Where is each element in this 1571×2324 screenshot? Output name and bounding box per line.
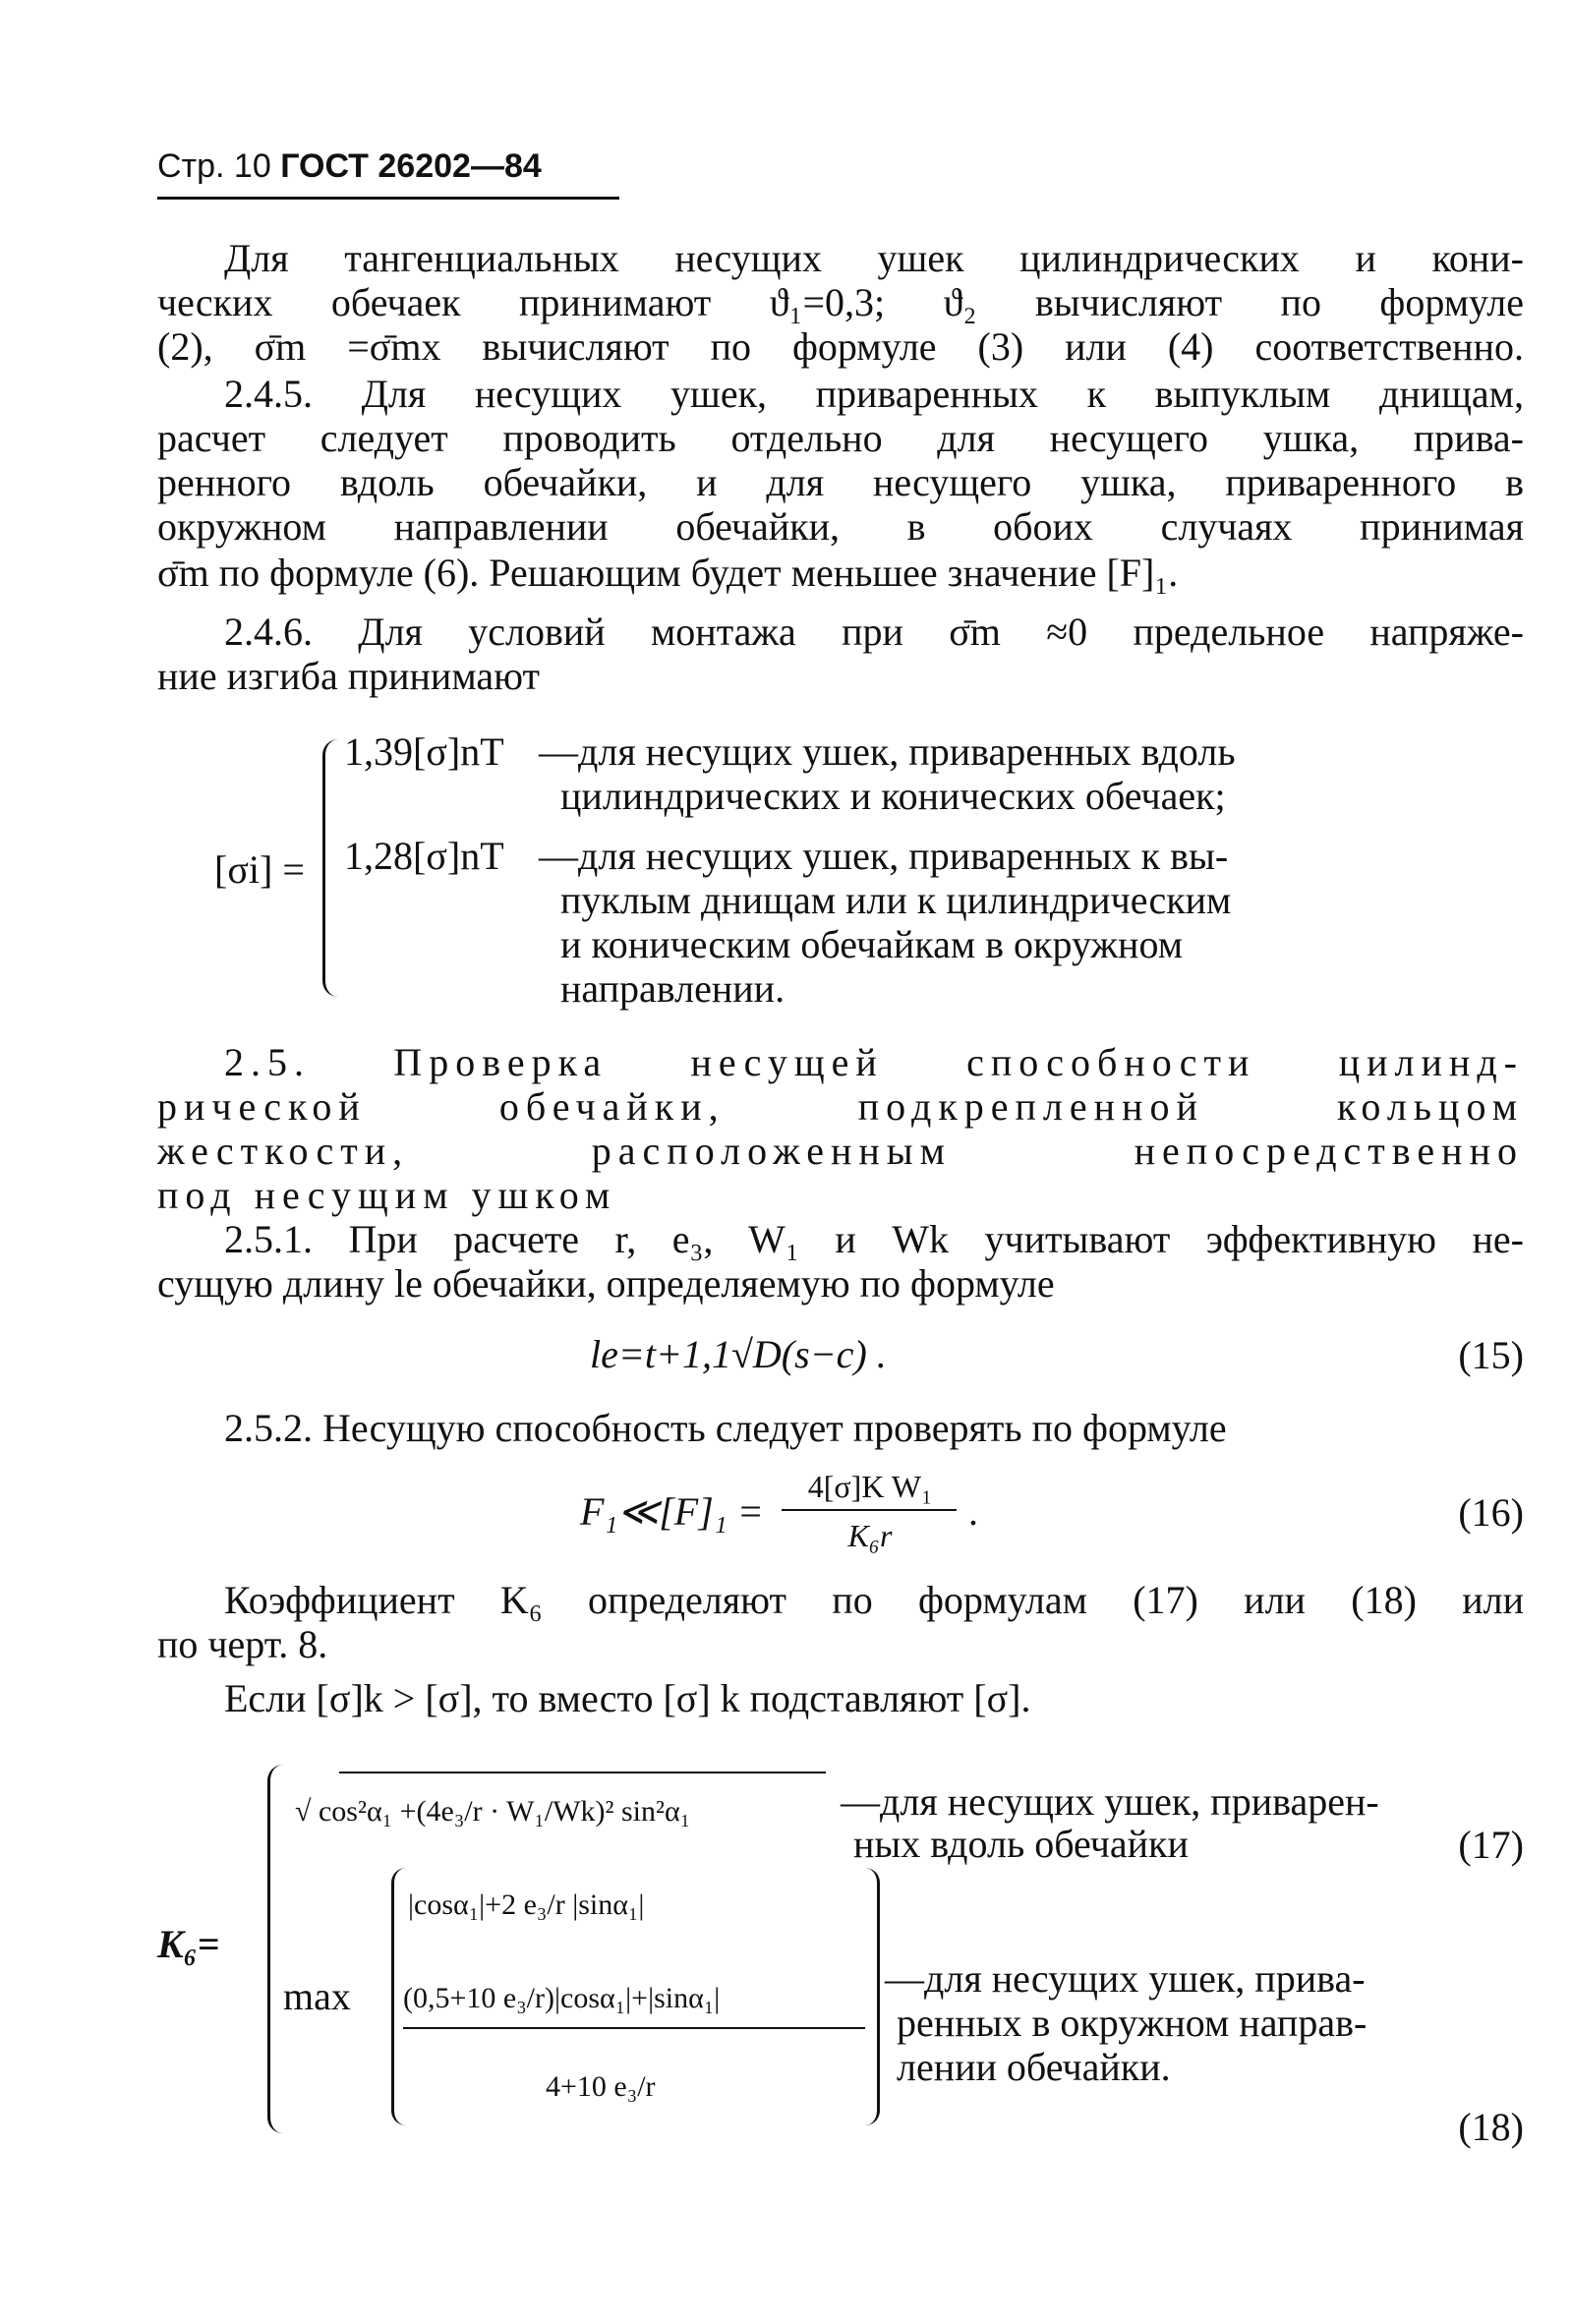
- page-header: [157, 147, 542, 186]
- max-row2-denominator: 4+10 e₃/r: [546, 2070, 656, 2103]
- text-line: расчет следует проводить отдельно для несущего ушка, прива-: [157, 416, 1524, 460]
- text-line: ние изгиба принимают: [157, 654, 540, 698]
- k6-case1-text: —для несущих ушек, приварен-: [841, 1779, 1379, 1824]
- section-heading: 2.5. Проверка несущей способности цилинд-: [224, 1040, 1524, 1084]
- page-label: Стр. 10: [157, 147, 271, 185]
- text-line: сущую длину le обечайки, определяемую по формуле: [157, 1261, 1055, 1306]
- formula-number: (18): [1458, 2105, 1524, 2149]
- sigma-case1-text: цилиндрических и конических обечаек;: [560, 774, 1226, 818]
- sigma-lhs: [σi] =: [214, 847, 305, 892]
- sigma-case1-expr: 1,39[σ]nT: [344, 729, 504, 774]
- text-line: ческих обечаек принимают ϑ₁=0,3; ϑ₂ вычисляют по формуле: [157, 280, 1524, 324]
- max-label: max: [283, 1974, 351, 2018]
- formula-number: (16): [1458, 1490, 1524, 1535]
- max-row1: |cosα₁|+2 e₃/r |sinα₁|: [408, 1888, 645, 1921]
- standard-id: ГОСТ 26202—84: [280, 147, 542, 185]
- text-line: Для тангенциальных несущих ушек цилиндрических и кони-: [224, 236, 1524, 280]
- section-heading: жесткости, расположенным непосредственно: [157, 1129, 1524, 1173]
- formula-number: (15): [1458, 1333, 1524, 1377]
- left-brace: [267, 1765, 284, 2133]
- text-line: по черт. 8.: [157, 1622, 328, 1666]
- sigma-case2-text: —для несущих ушек, приваренных к вы-: [539, 834, 1229, 878]
- section-heading: под несущим ушком: [157, 1173, 617, 1217]
- text-line: Коэффициент K₆ определяют по формулам (17) или (18) или: [224, 1578, 1524, 1622]
- text-line: окружном направлении обечайки, в обоих случаях принимая: [157, 504, 1524, 549]
- formula-number: (17): [1458, 1823, 1524, 1867]
- sigma-case2-text: направлении.: [560, 966, 786, 1011]
- fraction-bar: [782, 1509, 957, 1511]
- text-line: 2.4.6. Для условий монтажа при σ̄m ≈0 предельное напряже-: [224, 610, 1524, 654]
- text-line: 2.5.2. Несущую способность следует проверять по формуле: [224, 1406, 1227, 1450]
- sigma-case2-text: пуклым днищам или к цилиндрическим: [560, 878, 1232, 922]
- text-line: 2.4.5. Для несущих ушек, приваренных к выпуклым днищам,: [224, 372, 1524, 416]
- k6-case2-text: ренных в окружном направ-: [897, 2001, 1367, 2045]
- formula-16-numerator: 4[σ]K W₁: [807, 1469, 933, 1504]
- formula-16-lhs: F₁≪[F]₁ =: [580, 1489, 764, 1534]
- k6-case1-text: ных вдоль обечайки: [853, 1822, 1189, 1866]
- k6-case2-text: —для несущих ушек, прива-: [885, 1956, 1366, 2001]
- k6-case1-expr: √ cos²α₁ +(4e₃/r · W₁/Wk)² sin²α₁: [295, 1795, 691, 1828]
- sigma-case2-text: и коническим обечайкам в окружном: [560, 922, 1184, 966]
- text-line: Если [σ]k > [σ], то вместо [σ] k подставляют [σ].: [224, 1676, 1031, 1720]
- sqrt-bar: [339, 1772, 826, 1773]
- sigma-case1-text: —для несущих ушек, приваренных вдоль: [539, 729, 1236, 774]
- text-line: σ̄m по формуле (6). Решающим будет меньшее значение [F]₁.: [157, 551, 1179, 595]
- left-brace: [322, 739, 339, 997]
- k6-case2-text: лении обечайки.: [897, 2045, 1171, 2089]
- text-line: (2), σ̄m =σ̄mx вычисляют по формуле (3) или (4) соответственно.: [157, 324, 1524, 369]
- inner-right-brace: [865, 1868, 880, 2125]
- formula-15: le=t+1,1√D(s−c) .: [590, 1332, 887, 1376]
- k6-lhs: K₆=: [157, 1922, 220, 1966]
- formula-16-tail: .: [968, 1489, 978, 1534]
- formula-16-denominator: K₆r: [847, 1518, 893, 1553]
- text-line: 2.5.1. При расчете r, e₃, W₁ и Wk учитывают эффективную не-: [224, 1217, 1524, 1261]
- sigma-case2-expr: 1,28[σ]nT: [344, 834, 504, 878]
- section-heading: рической обечайки, подкрепленной кольцом: [157, 1084, 1524, 1129]
- header-rule: [157, 197, 619, 200]
- fraction-bar: [403, 2027, 865, 2029]
- text-line: ренного вдоль обечайки, и для несущего ушка, приваренного в: [157, 460, 1524, 504]
- max-row2-numerator: (0,5+10 e₃/r)|cosα₁|+|sinα₁|: [403, 1982, 721, 2014]
